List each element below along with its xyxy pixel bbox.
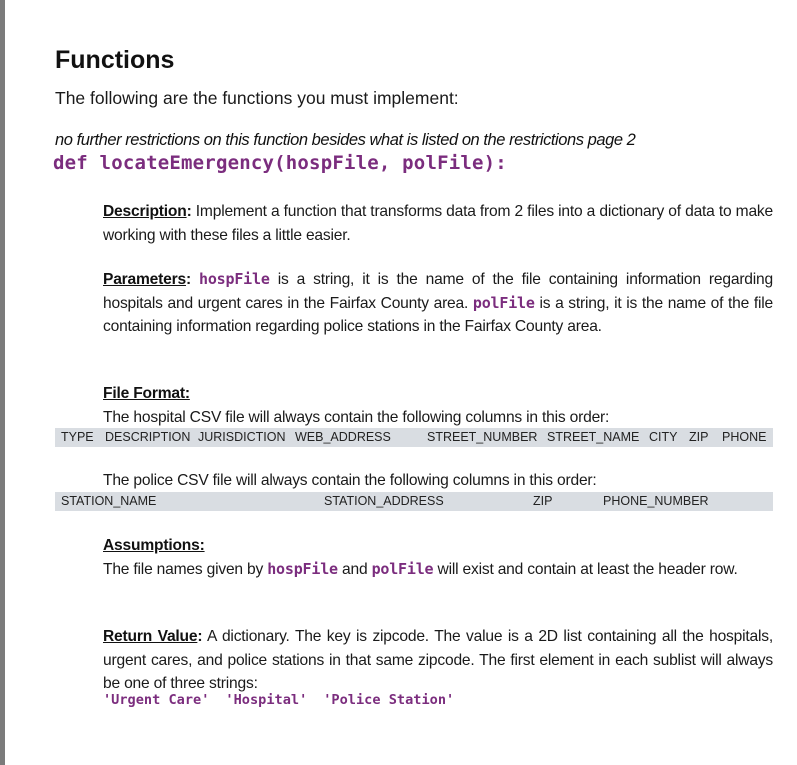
hospital-columns-intro: The hospital CSV file will always contain the following columns in this order: [103, 408, 610, 426]
description-paragraph [103, 200, 773, 247]
function-signature: def locateEmergency(hospFile, polFile): [53, 152, 507, 174]
parameters-label: Parameters [103, 271, 186, 288]
return-value-label: Return Value [103, 628, 198, 645]
file-format-label: File Format: [103, 385, 190, 402]
param-hospfile: hospFile [199, 270, 270, 288]
hospital-column: STREET_NAME [547, 430, 640, 444]
hospital-column: PHONE [722, 430, 767, 444]
document-page [5, 0, 797, 765]
assumptions-block [103, 534, 773, 581]
literal-urgent-care: 'Urgent Care' [103, 692, 210, 708]
return-value-paragraph [103, 625, 773, 696]
return-value-colon: : [197, 628, 203, 645]
assumption-hospfile: hospFile [267, 559, 338, 578]
param-hospfile-desc: is a string, it is the name of the file containing information regarding hospitals and urgent cares in the Fairfax County area. [103, 271, 773, 312]
hospital-column: STREET_NUMBER [427, 430, 538, 444]
hospital-column: JURISDICTION [198, 430, 286, 444]
return-value-text: A dictionary. The key is zipcode. The value is a 2D list containing all the hospitals, urgent cares, and police stations in that same zipcode. The first element in each sublist will always be one of three strings: [103, 628, 773, 692]
police-column: STATION_NAME [61, 494, 157, 508]
assumptions-label: Assumptions: [103, 537, 205, 554]
description-text: Implement a function that transforms data from 2 files into a dictionary of data to make working with these files a little easier. [103, 203, 773, 244]
assumptions-text-c: will exist and contain at least the header row. [433, 560, 738, 578]
section-heading: Functions [55, 46, 175, 74]
assumptions-text-a: The file names given by [103, 560, 268, 578]
param-polfile: polFile [472, 293, 535, 312]
literal-hospital: 'Hospital' [225, 692, 308, 708]
police-column: ZIP [533, 494, 553, 508]
parameters-paragraph [103, 268, 773, 339]
param-polfile-desc: is a string, it is the name of the file containing information regarding police stations in the Fairfax County area. [103, 294, 773, 335]
assumption-polfile: polFile [371, 559, 434, 578]
police-column: PHONE_NUMBER [603, 494, 709, 508]
police-column: STATION_ADDRESS [324, 494, 444, 508]
assumptions-text [103, 558, 773, 582]
assumptions-text-b: and [337, 560, 372, 578]
description-label: Description [103, 203, 187, 220]
description-colon: : [186, 203, 192, 220]
hospital-column: DESCRIPTION [105, 430, 191, 444]
literal-police-station: 'Police Station' [323, 692, 455, 708]
hospital-column: WEB_ADDRESS [295, 430, 391, 444]
restriction-note: no further restrictions on this function besides what is listed on the restrictions page 2 [55, 131, 636, 149]
intro-text: The following are the functions you must implement: [55, 88, 459, 108]
hospital-columns-bar [55, 428, 773, 447]
return-literals [103, 692, 470, 708]
hospital-column: ZIP [689, 430, 709, 444]
parameters-colon: : [185, 271, 191, 288]
police-columns-intro: The police CSV file will always contain the following columns in this order: [103, 472, 597, 489]
hospital-column: TYPE [61, 430, 94, 444]
hospital-column: CITY [649, 430, 678, 444]
police-columns-bar [55, 492, 773, 511]
file-format-block [103, 382, 773, 429]
